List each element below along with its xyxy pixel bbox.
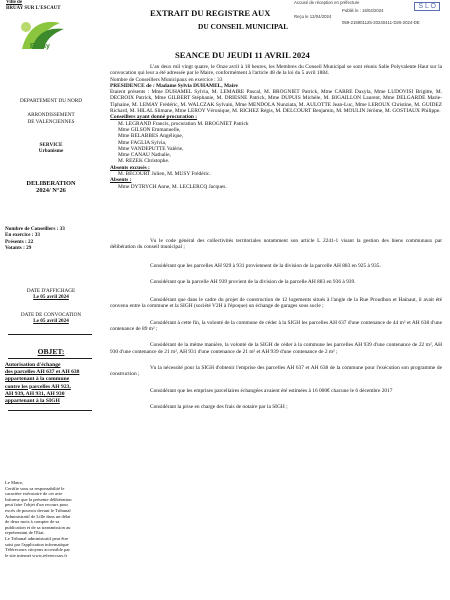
presents-list: Etaient présents : Mme DUHAMEL Sylvia, M. LEMAIRE Pascal, M. BROGNIET Patrick, Mme CARRE Daxyla, Mme LUDOVISI Brigitte, M. DECROIX Patrick, Mme GILBERT Stéphanie, M. DRIESNE Patrick, Mme DUPUIS Michèle, M. BIGAILLON Laurent, Mme DELGARDE Marie-Tiphaine, M. LEMAY Frédéric, M. WALCZAK Sylvain, Mme MENDOLA Nunziata, M. AULOTTE Jean-Luc, Mme LEROUX Christine, M. GUIDEZ Richard, M. HILAL Slimane, Mme LEROY Véronique, M. RICHEZ Régis, M. DELCOURT Benjamin, M. MOULIN Jérôme, M. GOSTIAUX Philippe. [110, 89, 442, 115]
legal-notice-line: Certifie sous sa responsabilité le [5, 485, 65, 491]
logo-wordmark: Bruay [30, 43, 50, 50]
presidence-line: PRESIDENCE de : Madame Sylvia DUHAMEL, Maire [110, 82, 238, 89]
legal-notice-line: Le Maire, [5, 480, 24, 485]
objet-line: des parcelles AH 637 et AH 638 [5, 369, 80, 376]
procuration-item: Mme GILSON Emmanuelle, [118, 126, 181, 133]
procuration-item: Mme VANDEPUTTE Valérie, [118, 145, 184, 152]
considerant-paragraph: Considérant que dans le cadre du projet de construction de 12 logements situés à l'angle de la Rue Proudhon et Hainaut, il avait été convenu entre la commune et la SIGH (société V2H à l'époque) un échange de garages sous socle ; [110, 297, 442, 310]
affichage-block [5, 288, 97, 301]
votants-count: Votants : 29 [5, 244, 32, 251]
service-label: SERVICE [39, 142, 63, 148]
nombre-line: Nombre de Conseillers Municipaux en exercice : 33 [110, 76, 223, 83]
objet-line: Autorisation d'échange [5, 362, 61, 368]
considerant-paragraph: Considérant à cette fin, la volonté de la commune de céder à la SIGH les parcelles AH 637 d'une contenance de 44 m² et AH 638 d'une contenance de 89 m² ; [110, 319, 442, 333]
counts-block [5, 226, 97, 251]
absents-label: Absents : [110, 177, 132, 184]
considerant-paragraph: Considérant de la même manière, la volonté de la SIGH de céder à la commune les parcelles AH 939 d'une contenance de 22 m², AH 930 d'une contenance de 21 m², AH 931 d'une contenance de 21 m² et AH 939 d'une contenance de 2 m² ; [110, 342, 442, 355]
objet-label: OBJET: [37, 347, 65, 356]
procuration-item: Mme CANAU Nathalie, [118, 152, 171, 159]
presents-count: Présents : 22 [5, 238, 34, 245]
considerant-paragraph: Vu la nécessité pour la SIGH d'obtenir l'emprise des parcelles AH 637 et AH 638 de la commune pour l'exécution son programme de construction ; [110, 364, 442, 378]
date-convocation-label: DATE DE CONVOCATION [20, 312, 82, 318]
procuration-item: M. REZEK Christophe. [118, 158, 170, 165]
deliberation-block [5, 180, 97, 195]
arrondissement-name: DE VALENCIENNES [27, 118, 75, 125]
initials-stamp: S L O [414, 2, 440, 11]
municipality-name [6, 0, 61, 12]
legal-notice-line: saisi par l'application informatique [5, 541, 69, 547]
considerant-paragraph: Considérant la prise en charge des frais de notaire par la SIGH ; [150, 403, 288, 410]
procuration-label: Conseillers ayant donné procuration : [110, 114, 198, 121]
legal-notice-line: Administratif de Lille dans un délai [5, 513, 71, 519]
deliberation-body [110, 64, 442, 190]
session-date: SEANCE DU JEUDI 11 AVRIL 2024 [175, 50, 310, 60]
objet-line: appartenant à la commune [5, 376, 70, 383]
departement-block [5, 98, 97, 125]
arrondissement-label: ARRONDISSEMENT [27, 112, 75, 119]
considerant-paragraph: Considérant que les parcelles AH 929 à 931 proviennent de la division de la parcelle AH 883 en 925 à 935. [150, 262, 381, 269]
deliberation-number: 2024/ N°26 [36, 187, 66, 195]
procuration-item: M. LEGRAND Francis, procuration M. BROGNIET Patrick [118, 120, 249, 127]
ville-name: BRUAY SUR L'ESCAUT [6, 6, 61, 11]
receipt-reference: 059-215901125-20240411-D26-2024-DE [342, 20, 420, 25]
prefecture-receipt-stamp [294, 0, 444, 26]
publication-date: Publié le : 16/04/2024 [342, 8, 384, 13]
convocation-block [5, 312, 97, 325]
document-subtitle: DU CONSEIL MUNICIPAL [198, 22, 289, 31]
exercice-count: En exercice : 33 [5, 232, 40, 239]
absents-list: Mme DYTRYCH Anne, M. LECLERCQ Jacques. [118, 183, 227, 190]
legal-notice-line: publication et de sa transmission au [5, 524, 71, 530]
procuration-item: Mme FAGLIA Sylvia, [118, 139, 167, 146]
legal-notice-line: peut faire l'objet d'un recours pour [5, 502, 69, 508]
procuration-item: Mme BELABBES Angélique, [118, 133, 184, 140]
legal-notice-line: excès de pouvoir devant le Tribunal [5, 507, 71, 513]
legal-notice-line: Télérecours citoyens accessible par [5, 547, 70, 553]
legal-notice-line: de deux mois à compter de sa [5, 519, 60, 525]
excuses-label: Absents excusés : [110, 164, 150, 171]
objet-line: contre les parcelles AH 923, [5, 383, 71, 390]
date-affichage-label: DATE D'AFFICHAGE [26, 288, 76, 294]
legal-notice-line: représentant de l'Etat. [5, 530, 45, 536]
legal-notice-line: Le Tribunal administratif peut être [5, 535, 69, 541]
intro-paragraph: L'an deux mil vingt quatre, le Onze avril à 18 heures, les Membres du Conseil Municipal se sont réunis Salle Polyvalente Haut sur la convocation qui leur a été adressée par le Maire, conformément à l'article 48 de la loi du 5 avril 1884. [110, 64, 442, 77]
considerant-paragraph: Considérant que les emprises parcellaires échangées avaient été estimées à 16 000€ chacune le 6 décembre 2017 [150, 387, 393, 394]
date-affichage: Le 05 avril 2024 [33, 294, 69, 301]
conseillers-count: Nombre de Conseillers : 33 [5, 226, 65, 232]
service-name: Urbanisme [38, 148, 64, 155]
objet-text [5, 362, 97, 405]
date-convocation: Le 05 avril 2024 [33, 318, 69, 325]
document-title: EXTRAIT DU REGISTRE AUX [150, 8, 271, 18]
ville-label: Ville de [6, 0, 23, 5]
departement: DEPARTEMENT DU NORD [20, 98, 82, 104]
legal-notice-line: caractère exécutoire de cet acte [5, 491, 63, 497]
considerants [110, 238, 442, 410]
deliberation-label: DELIBERATION [26, 180, 76, 187]
divider [8, 334, 92, 335]
divider [8, 358, 92, 359]
objet-line: appartenant à la SIGH [5, 398, 60, 405]
legal-notice [5, 480, 97, 558]
receipt-date: Reçu le 12/04/2024 [294, 14, 332, 19]
legal-notice-line: Informe que la présente délibération [5, 496, 72, 502]
service-block [5, 142, 97, 155]
excuses-list: M. BECOURT Julien, M. MUSY Frédéric. [118, 171, 211, 178]
objet-line: AH 939, AH 931, AH 930 [5, 390, 65, 397]
objet-heading [5, 348, 97, 356]
receipt-line: Accusé de réception en préfecture [294, 0, 360, 5]
considerant-paragraph: Considérant que la parcelle AH 939 provient de la division de la parcelle AH 883 en 936 à 939. [150, 278, 356, 285]
divider [8, 410, 92, 411]
considerant-paragraph: Vu le code général des collectivités territoriales notamment son article L 2241-1 visant la gestion des biens communaux par délibération du conseil municipal ; [110, 238, 442, 251]
legal-notice-line: le site internet www.telerecours.fr [5, 552, 68, 558]
procuration-list [110, 121, 442, 165]
